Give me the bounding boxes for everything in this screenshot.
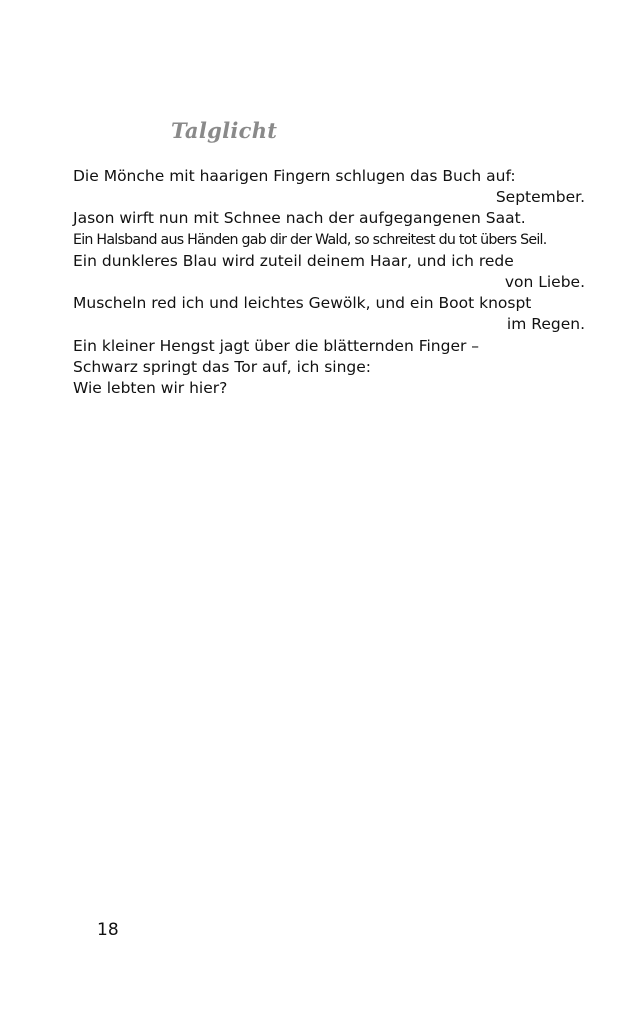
poem-body [73,166,585,399]
poem-line-continuation: im Regen. [506,315,585,334]
page-number: 18 [97,920,119,940]
poem-line: Muscheln red ich und leichtes Gewölk, und ein Boot knospt [73,294,532,313]
poem-line: Ein kleiner Hengst jagt über die blätternden Finger – [73,336,480,355]
poem-line-continuation: September. [495,188,585,207]
poem-line: Jason wirft nun mit Schnee nach der aufgegangenen Saat. [73,209,526,228]
poem-line: Die Mönche mit haarigen Fingern schlugen das Buch auf: [73,167,516,185]
poem-line: Ein Halsband aus Händen gab dir der Wald, so schreitest du tot übers Seil. [73,231,547,248]
poem-line: Schwarz springt das Tor auf, ich singe: [73,357,372,376]
poem-line-continuation: von Liebe. [504,273,585,292]
poem-line: Wie lebten wir hier? [73,379,228,398]
poem-title: Talglicht [171,118,278,143]
poem-line: Ein dunkleres Blau wird zuteil deinem Haar, und ich rede [73,251,514,270]
